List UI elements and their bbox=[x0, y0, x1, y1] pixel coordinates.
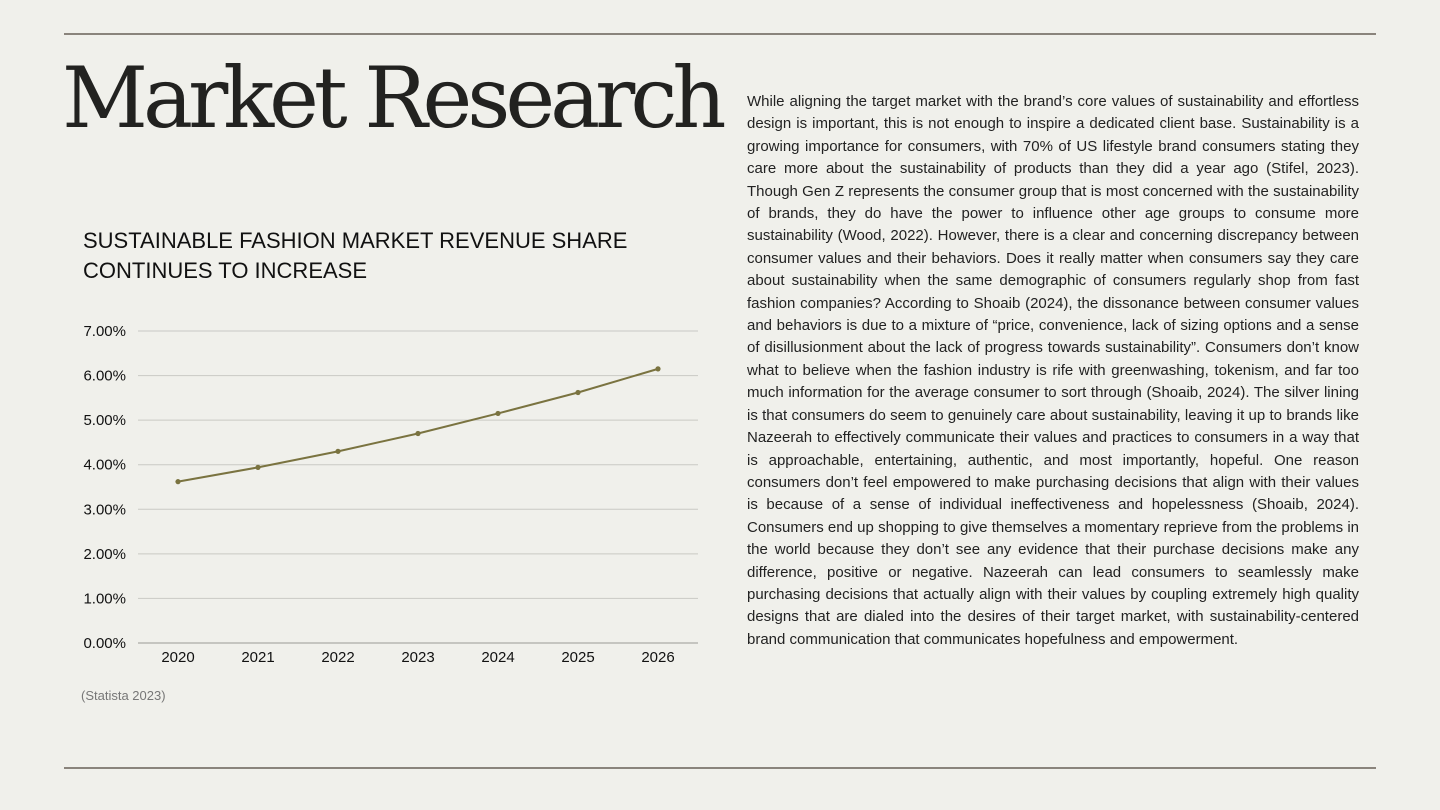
body-paragraph: While aligning the target market with the brand’s core values of sustainability and effortless design is important, this is not enough to inspire a dedicated client base. Sustainability is a growing importance for consumers, with 70% of US lifestyle brand consumers stating they care more about the sustainability of products than they did a year ago (Stifel, 2023). Though Gen Z represents the consumer group that is most concerned with the sustainability of brands, they do have the power to influence other age groups to consume more sustainability (Wood, 2022). However, there is a clear and concerning discrepancy between consumer values and their behaviors. Does it really matter when consumers say they care about sustainability when the same demographic of consumers regularly shop from fast fashion companies? According to Shoaib (2024), the dissonance between consumer values and behaviors is due to a mixture of “price, convenience, lack of sizing options and a sense of disillusionment about the lack of progress towards sustainability”. Consumers don’t know what to believe when the fashion industry is rife with greenwashing, tokenism, and far too much information for the average consumer to sort through (Shoaib, 2024). The silver lining is that consumers do seem to genuinely care about sustainability, leaving it up to brands like Nazeerah to effectively communicate their values and practices to consumers in a way that is approachable, entertaining, authentic, and most importantly, hopeful. One reason consumers don’t feel empowered to make purchasing decisions that align with their values is because of a sense of individual ineffectiveness and hopelessness (Shoaib, 2024). Consumers end up shopping to give themselves a momentary reprieve from the problems in the world because they don’t see any evidence that their purchase decisions make any difference, positive or negative. Nazeerah can lead consumers to seamlessly make purchasing decisions that actually align with their values by coupling extremely high quality designs that are dialed into the desires of their target market, with sustainability-centered brand communication that communicates hopefulness and empowerment. bbox=[747, 93, 1359, 648]
x-tick-label: 2025 bbox=[561, 649, 595, 666]
x-tick-label: 2024 bbox=[481, 649, 515, 666]
x-tick-label: 2026 bbox=[641, 649, 675, 666]
x-tick-label: 2021 bbox=[241, 649, 275, 666]
x-tick-label: 2020 bbox=[161, 649, 195, 666]
y-tick-label: 1.00% bbox=[83, 590, 126, 608]
y-tick-label: 0.00% bbox=[83, 635, 126, 652]
page-title: Market Research bbox=[62, 49, 722, 147]
y-tick-label: 5.00% bbox=[83, 412, 126, 430]
y-tick-label: 2.00% bbox=[83, 545, 126, 563]
chart-title: SUSTAINABLE FASHION MARKET REVENUE SHARE CONTINUES TO INCREASE bbox=[83, 228, 628, 283]
y-tick-label: 4.00% bbox=[83, 456, 126, 474]
y-tick-label: 7.00% bbox=[83, 323, 126, 340]
data-point bbox=[335, 449, 340, 454]
y-tick-label: 3.00% bbox=[83, 501, 126, 519]
revenue-share-chart bbox=[0, 0, 720, 700]
x-tick-label: 2023 bbox=[401, 649, 435, 666]
data-point bbox=[495, 411, 500, 416]
chart-source: (Statista 2023) bbox=[81, 688, 166, 703]
y-tick-label: 6.00% bbox=[83, 367, 126, 385]
data-point bbox=[655, 366, 660, 371]
data-point bbox=[175, 479, 180, 484]
bottom-divider bbox=[64, 767, 1376, 769]
data-point bbox=[575, 390, 580, 395]
x-tick-label: 2022 bbox=[321, 649, 355, 666]
data-point bbox=[255, 465, 260, 470]
data-point bbox=[415, 431, 420, 436]
